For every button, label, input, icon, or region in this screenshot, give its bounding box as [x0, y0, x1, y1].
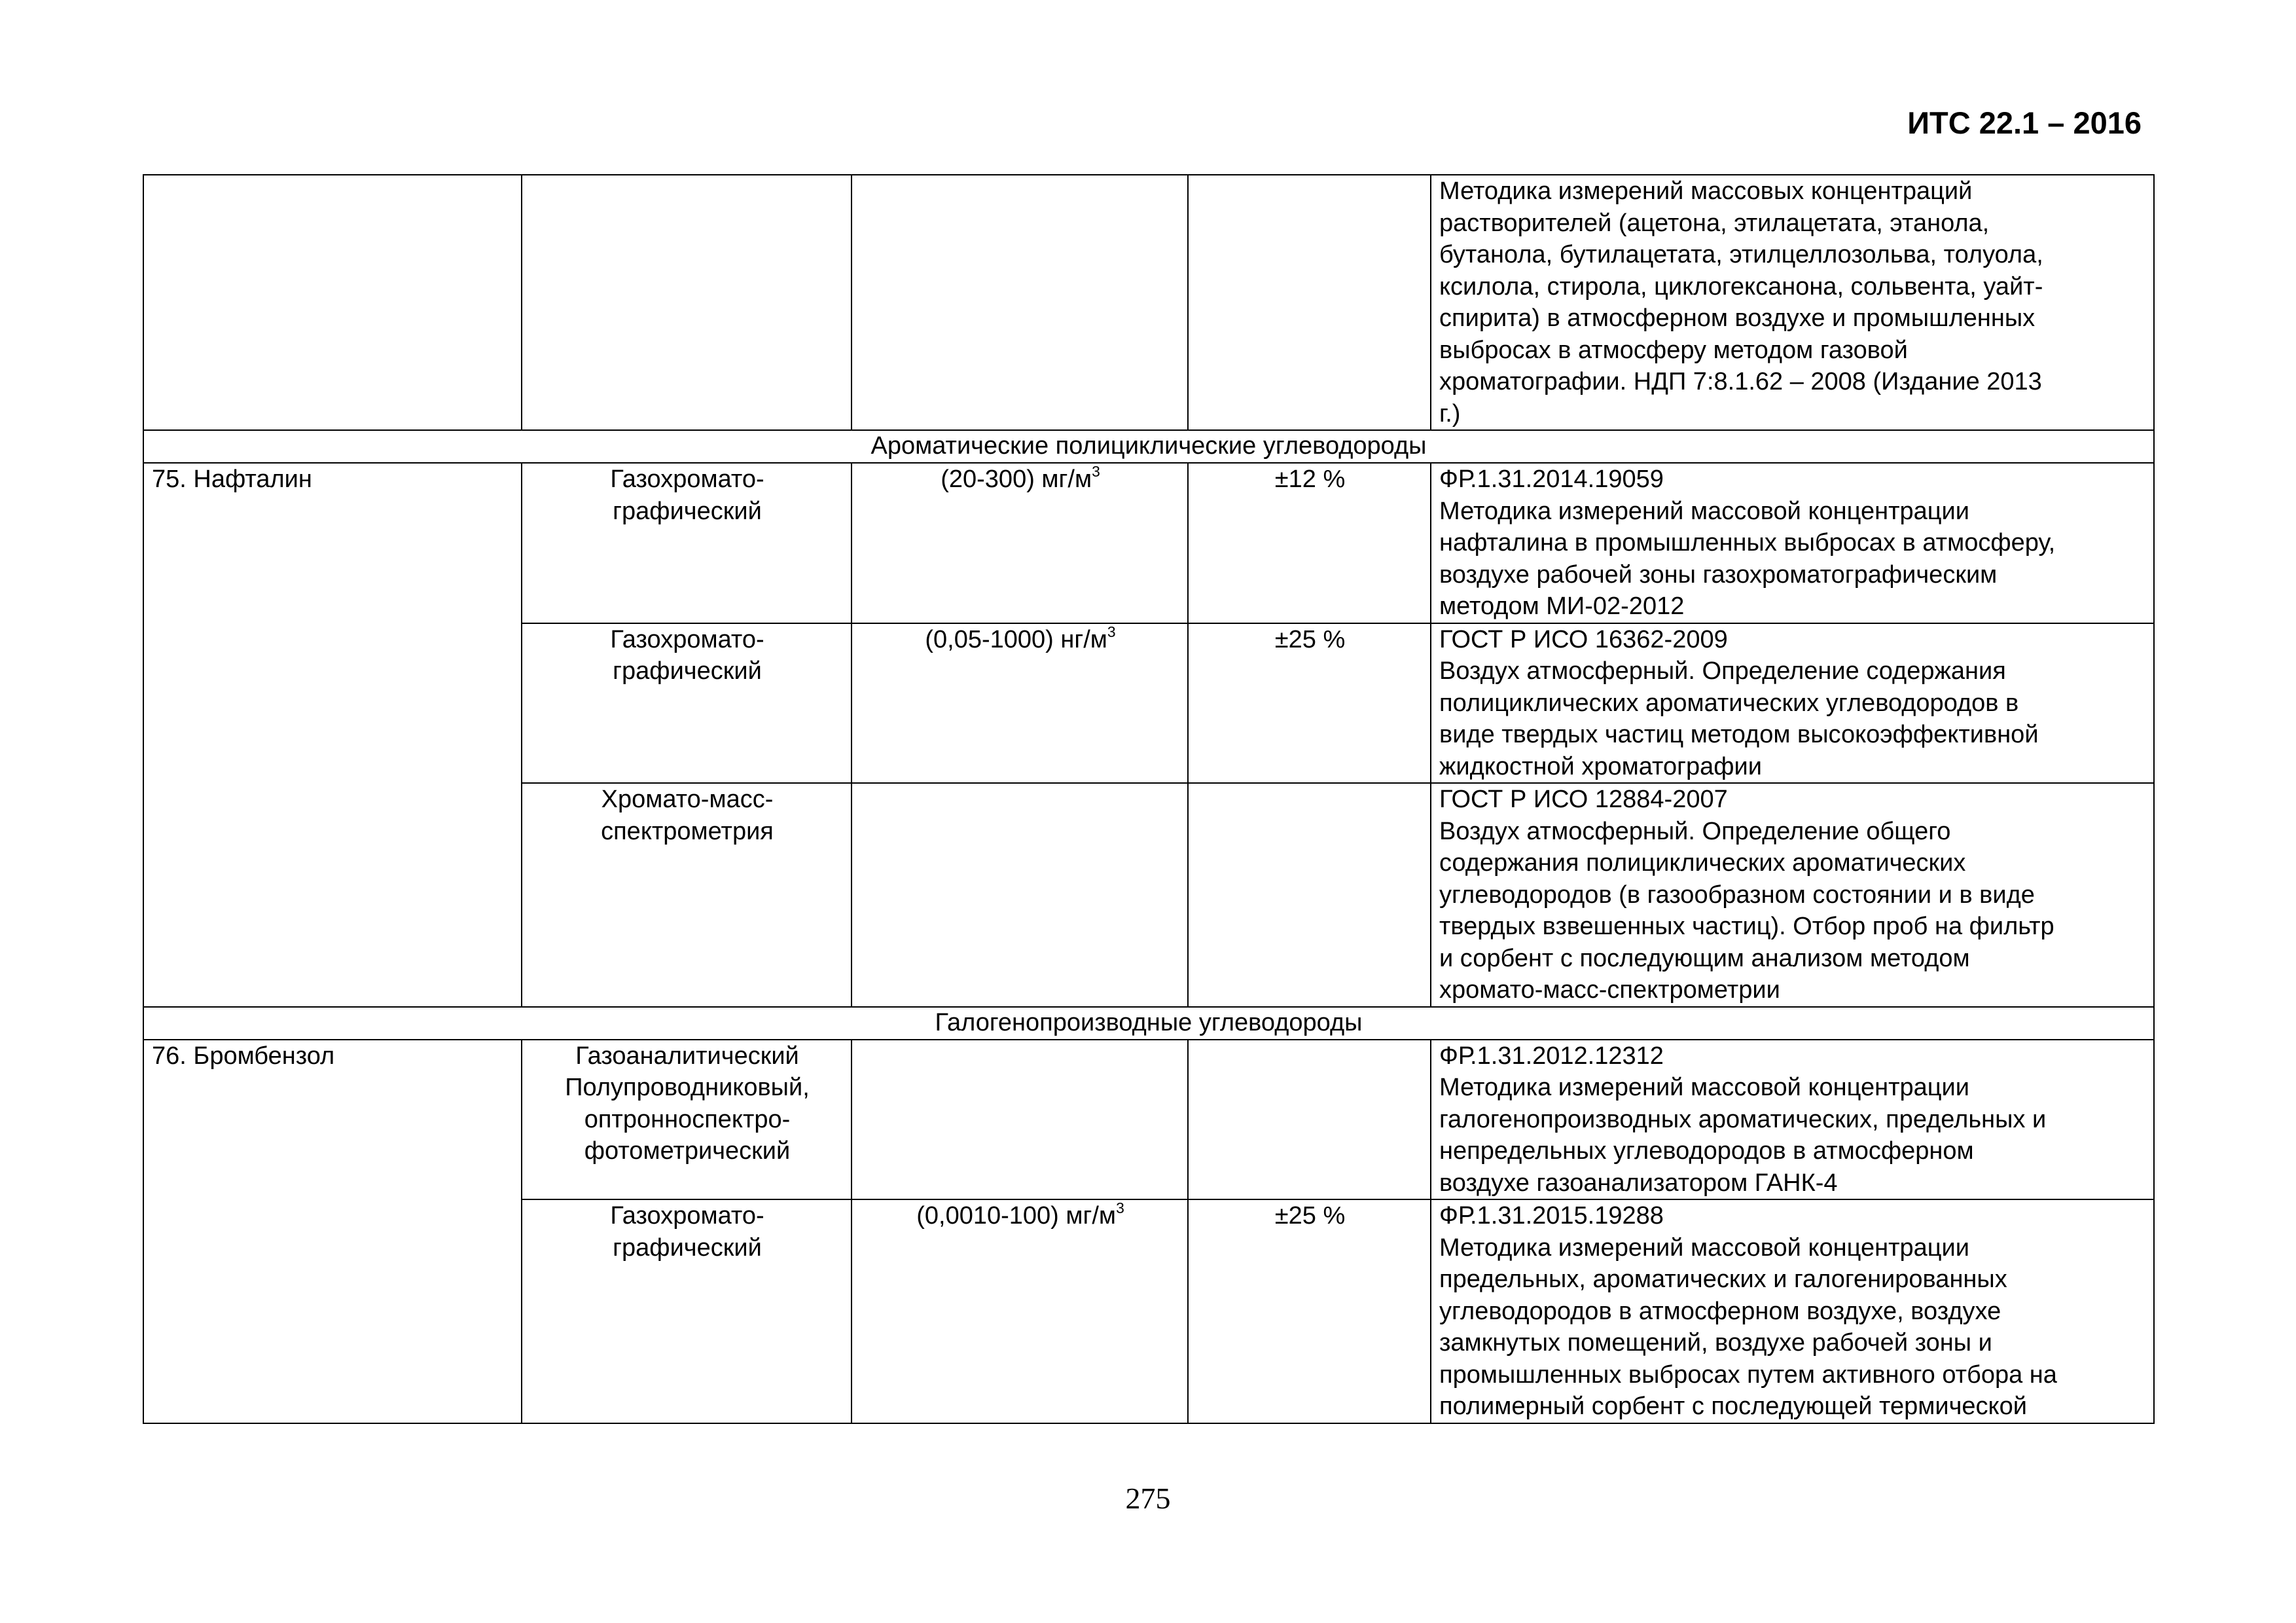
document-line: содержания полициклических ароматических — [1439, 849, 1966, 877]
section-header-row — [143, 1007, 2154, 1040]
range-cell — [852, 463, 1188, 623]
document-line: выбросах в атмосферу методом газовой — [1439, 336, 1908, 364]
range-value: (0,05-1000) нг/м — [925, 625, 1107, 653]
document-line: Методика измерений массовой концентрации — [1439, 1233, 1969, 1262]
document-line: полимерный сорбент с последующей термической — [1439, 1393, 2027, 1420]
document-line: Воздух атмосферный. Определение общего — [1439, 817, 1951, 845]
document-line: нафталина в промышленных выбросах в атмосферу, — [1439, 529, 2056, 556]
method-cell — [522, 783, 852, 1007]
document-line: хроматографии. НДП 7:8.1.62 – 2008 (Издание 2013 — [1439, 368, 2042, 395]
table-row — [143, 1040, 2154, 1200]
error-cell: ±25 % — [1188, 1199, 1431, 1423]
document-line: ксилола, стирола, циклогексанона, сольвента, уайт- — [1439, 272, 2043, 301]
range-value: (0,0010-100) мг/м — [916, 1202, 1117, 1230]
range-cell — [852, 175, 1188, 430]
document-line: углеводородов (в газообразном состоянии и в виде — [1439, 881, 2035, 909]
section-title: Ароматические полициклические углеводороды — [143, 430, 2154, 463]
document-line: методом МИ-02-2012 — [1439, 593, 1685, 620]
substance-cell: 75. Нафталин — [143, 463, 522, 1007]
error-cell — [1188, 1040, 1431, 1200]
document-line: ФР.1.31.2015.19288 — [1439, 1202, 1664, 1230]
document-line: г.) — [1439, 399, 1461, 428]
document-line: полициклических ароматических углеводородов в — [1439, 689, 2019, 717]
substance-cell: 76. Бромбензол — [143, 1040, 522, 1423]
error-cell: ±12 % — [1188, 463, 1431, 623]
range-unit-superscript: 3 — [1092, 463, 1100, 481]
table-row — [143, 463, 2154, 623]
document-cell — [1431, 783, 2154, 1007]
range-cell — [852, 1040, 1188, 1200]
document-line: ФР.1.31.2014.19059 — [1439, 465, 1664, 493]
document-cell — [1431, 1040, 2154, 1200]
methods-table — [143, 174, 2155, 1424]
method-line: фотометрический — [584, 1137, 791, 1165]
document-line: воздухе газоанализатором ГАНК-4 — [1439, 1169, 1838, 1197]
method-line: Газоаналитический — [575, 1042, 799, 1070]
document-line: предельных, ароматических и галогенированных — [1439, 1266, 2007, 1293]
document-line: бутанола, бутилацетата, этилцеллозольва, толуола, — [1439, 241, 2043, 268]
range-cell — [852, 1199, 1188, 1423]
substance-cell — [143, 175, 522, 430]
document-line: и сорбент с последующим анализом методом — [1439, 944, 1970, 972]
document-line: хромато-масс-спектрометрии — [1439, 976, 1780, 1004]
range-unit-superscript: 3 — [1107, 623, 1116, 640]
document-line: растворителей (ацетона, этилацетата, этанола, — [1439, 209, 1990, 237]
document-line: замкнутых помещений, воздухе рабочей зоны и — [1439, 1329, 1992, 1357]
table-row — [143, 175, 2154, 430]
document-line: углеводородов в атмосферном воздухе, воздухе — [1439, 1297, 2001, 1325]
document-line: Воздух атмосферный. Определение содержания — [1439, 657, 2006, 685]
range-unit-superscript: 3 — [1116, 1199, 1124, 1217]
section-header-row — [143, 430, 2154, 463]
section-title: Галогенопроизводные углеводороды — [143, 1007, 2154, 1040]
document-line: ФР.1.31.2012.12312 — [1439, 1042, 1664, 1070]
document-cell — [1431, 175, 2154, 430]
document-line: галогенопроизводных ароматических, предельных и — [1439, 1105, 2047, 1133]
method-line: спектрометрия — [601, 817, 774, 845]
document-line: виде твердых частиц методом высокоэффективной — [1439, 721, 2039, 748]
method-line: Хромато-масс- — [601, 786, 774, 813]
document-cell — [1431, 463, 2154, 623]
page-number: 275 — [1125, 1482, 1171, 1515]
method-line: Газохромато- — [610, 1202, 764, 1230]
method-line: Газохромато- — [610, 625, 764, 653]
range-cell — [852, 783, 1188, 1007]
document-line: непредельных углеводородов в атмосферном — [1439, 1137, 1974, 1165]
method-cell — [522, 1199, 852, 1423]
method-line: Полупроводниковый, — [565, 1074, 810, 1101]
range-value: (20-300) мг/м — [941, 465, 1092, 493]
method-cell — [522, 1040, 852, 1200]
method-cell — [522, 623, 852, 784]
document-line: промышленных выбросах путем активного отбора на — [1439, 1360, 2057, 1389]
error-cell: ±25 % — [1188, 623, 1431, 784]
method-line: графический — [613, 657, 762, 685]
document-line: спирита) в атмосферном воздухе и промышленных — [1439, 304, 2036, 332]
document-line: Методика измерений массовых концентраций — [1439, 177, 1973, 205]
method-line: графический — [613, 1233, 762, 1262]
document-line: жидкостной хроматографии — [1439, 752, 1762, 780]
document-line: Методика измерений массовой концентрации — [1439, 1074, 1969, 1101]
document-cell — [1431, 623, 2154, 784]
document-line: Методика измерений массовой концентрации — [1439, 497, 1969, 525]
method-line: Газохромато- — [610, 465, 764, 493]
error-cell — [1188, 175, 1431, 430]
range-cell — [852, 623, 1188, 784]
method-cell — [522, 175, 852, 430]
method-cell — [522, 463, 852, 623]
error-cell — [1188, 783, 1431, 1007]
method-line: графический — [613, 497, 762, 525]
document-code-header: ИТС 22.1 – 2016 — [1907, 105, 2142, 140]
document-cell — [1431, 1199, 2154, 1423]
document-line: воздухе рабочей зоны газохроматографическим — [1439, 560, 1998, 589]
document-line: ГОСТ Р ИСО 16362-2009 — [1439, 625, 1728, 653]
method-line: оптронноспектро- — [584, 1105, 791, 1133]
document-line: твердых взвешенных частиц). Отбор проб на фильтр — [1439, 913, 2054, 940]
document-line: ГОСТ Р ИСО 12884-2007 — [1439, 786, 1728, 813]
